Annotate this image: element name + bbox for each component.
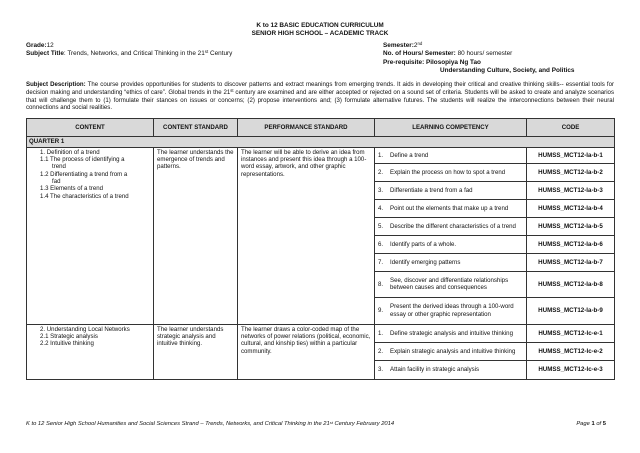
quarter-row	[27, 137, 615, 147]
competency-code: HUMSS_MCT12-Ia-b-4	[527, 200, 614, 218]
semester-sup: nd	[417, 40, 423, 46]
description-text-1: The course provides opportunities for students to discover patterns and extract meanings from emerging trends. It aids in developing their critical and creative thinking skills-- essential tools for decision making and understanding “ethics of care”. Global trends in the 21	[26, 80, 614, 96]
competency-item: 6. Identify parts of a whole.	[375, 236, 526, 254]
competency-code: HUMSS_MCT12-Ic-e-2	[527, 343, 614, 361]
subject-meta	[26, 42, 614, 76]
competency-item: 8. See, discover and differentiate relationships between causes and consequences	[375, 272, 526, 298]
page-footer	[26, 421, 614, 428]
competency-code: HUMSS_MCT12-Ia-b-3	[527, 182, 614, 200]
competency-code: HUMSS_MCT12-Ia-b-8	[527, 272, 614, 298]
competency-code: HUMSS_MCT12-Ic-e-1	[527, 325, 614, 343]
semester-label: Semester:	[383, 41, 414, 49]
prerequisite-line-2: Understanding Culture, Society, and Politics	[440, 67, 575, 75]
competency-cell	[375, 147, 527, 324]
competency-item: 5. Describe the different characteristics of a trend	[375, 218, 526, 236]
competency-code: HUMSS_MCT12-Ia-b-5	[527, 218, 614, 236]
competency-item: 4. Point out the elements that make up a trend	[375, 200, 526, 218]
header-content-standard: CONTENT STANDARD	[154, 119, 238, 137]
grade-value: 12	[46, 41, 54, 49]
page-number: Page 1 of 5	[576, 421, 606, 427]
list-item: trend	[52, 163, 66, 171]
competency-code: HUMSS_MCT12-Ia-b-2	[527, 164, 614, 182]
code-cell	[527, 324, 615, 379]
description-label: Subject Description:	[26, 80, 86, 88]
header-performance-standard: PERFORMANCE STANDARD	[238, 119, 375, 137]
competency-item: 2. Explain the process on how to spot a trend	[375, 164, 526, 182]
performance-standard-cell: The learner draws a color-coded map of the networks of power relations (political, economic, cultural, and kinship ties) within a particular community.	[238, 324, 375, 379]
header-line-1: K to 12 BASIC EDUCATION CURRICULUM	[256, 22, 384, 29]
table-row	[27, 147, 615, 324]
grade-label: Grade:	[26, 41, 47, 49]
header-content: CONTENT	[27, 119, 154, 137]
list-item: 1.3 Elements of a trend	[40, 185, 104, 193]
hours-label: No. of Hours/ Semester:	[383, 50, 456, 58]
footer-text: K to 12 Senior High School Humanities and Social Sciences Strand – Trends, Networks, and Critical Thinking in the 21	[26, 421, 330, 427]
subject-description	[26, 81, 614, 113]
competency-code: HUMSS_MCT12-Ia-b-1	[527, 148, 614, 164]
header-line-2: SENIOR HIGH SCHOOL – ACADEMIC TRACK	[251, 30, 389, 38]
description-sup: st	[230, 87, 234, 93]
competency-code: HUMSS_MCT12-Ic-e-3	[538, 366, 603, 374]
competency-code: HUMSS_MCT12-Ia-b-7	[527, 254, 614, 272]
footer-sup: st	[329, 420, 333, 425]
performance-standard-cell: The learner will be able to derive an idea from instances and present this idea through a 100-word essay, artwork, and other graphic representations.	[238, 147, 375, 324]
quarter-label: QUARTER 1	[27, 137, 615, 147]
semester-value: 2	[413, 41, 418, 49]
table-row	[27, 324, 615, 379]
content-standard-cell: The learner understands strategic analysis and intuitive thinking.	[154, 324, 238, 379]
hours-value: 80 hours/ semester	[455, 50, 513, 58]
header-code: CODE	[527, 119, 615, 137]
competency-item: 7. Identify emerging patterns	[375, 254, 526, 272]
subject-title-tail: Century	[208, 50, 233, 58]
list-item: 1.4 The characteristics of a trend	[40, 192, 129, 200]
content-cell	[27, 147, 154, 324]
list-item: 2.2 Intuitive thinking	[40, 340, 94, 348]
subject-title-sup: st	[204, 49, 209, 55]
list-item: 2. Understanding Local Networks	[40, 325, 130, 333]
footer-tail: Century February 2014	[332, 421, 395, 427]
list-item: 1.2 Differentiating a trend from a	[40, 170, 128, 178]
content-cell	[27, 324, 154, 379]
description-text-2: century are examined and are either accepted or rejected on a sound set of criteria. Students will be asked to create and analyze scenarios that will challenge them to (1) formulate their stances on issues or concerns; (2) propose interventions and; (3) formulate alternative futures. The students will realize the interconnections between their neural connections and social realities.	[26, 88, 614, 112]
competency-code: HUMSS_MCT12-Ia-b-6	[527, 236, 614, 254]
code-cell	[527, 147, 615, 324]
list-item: 1. Definition of a trend	[40, 148, 100, 156]
competency-cell	[375, 324, 527, 379]
competency-item: 3. Differentiate a trend from a fad	[375, 182, 526, 200]
document-header	[26, 22, 614, 39]
list-item: 1.1 The process of identifying a	[40, 155, 125, 163]
list-item: fad	[52, 177, 61, 185]
table-header-row	[27, 119, 615, 137]
prerequisite-value: Pilosopiya Ng Tao	[424, 58, 481, 66]
competency-item: 2. Explain strategic analysis and intuitive thinking	[375, 343, 526, 361]
competency-item: 9. Present the derived ideas through a 100-word essay or other graphic representation	[378, 303, 514, 318]
competency-code: HUMSS_MCT12-Ia-b-9	[538, 307, 603, 315]
subject-title-value: : Trends, Networks, and Critical Thinking in the 21	[63, 50, 205, 58]
header-learning-competency: LEARNING COMPETENCY	[375, 119, 527, 137]
competency-item: 1. Define a trend	[375, 148, 526, 164]
competency-item: 3. Attain facility in strategic analysis	[378, 366, 480, 373]
content-standard-cell: The learner understands the emergence of trends and patterns.	[154, 147, 238, 324]
curriculum-table	[26, 118, 615, 379]
prerequisite-label: Pre-requisite:	[383, 58, 425, 66]
list-item: 2.1 Strategic analysis	[40, 332, 98, 340]
competency-item: 1. Define strategic analysis and intuitive thinking	[375, 325, 526, 343]
subject-title-label: Subject Title	[26, 50, 64, 58]
